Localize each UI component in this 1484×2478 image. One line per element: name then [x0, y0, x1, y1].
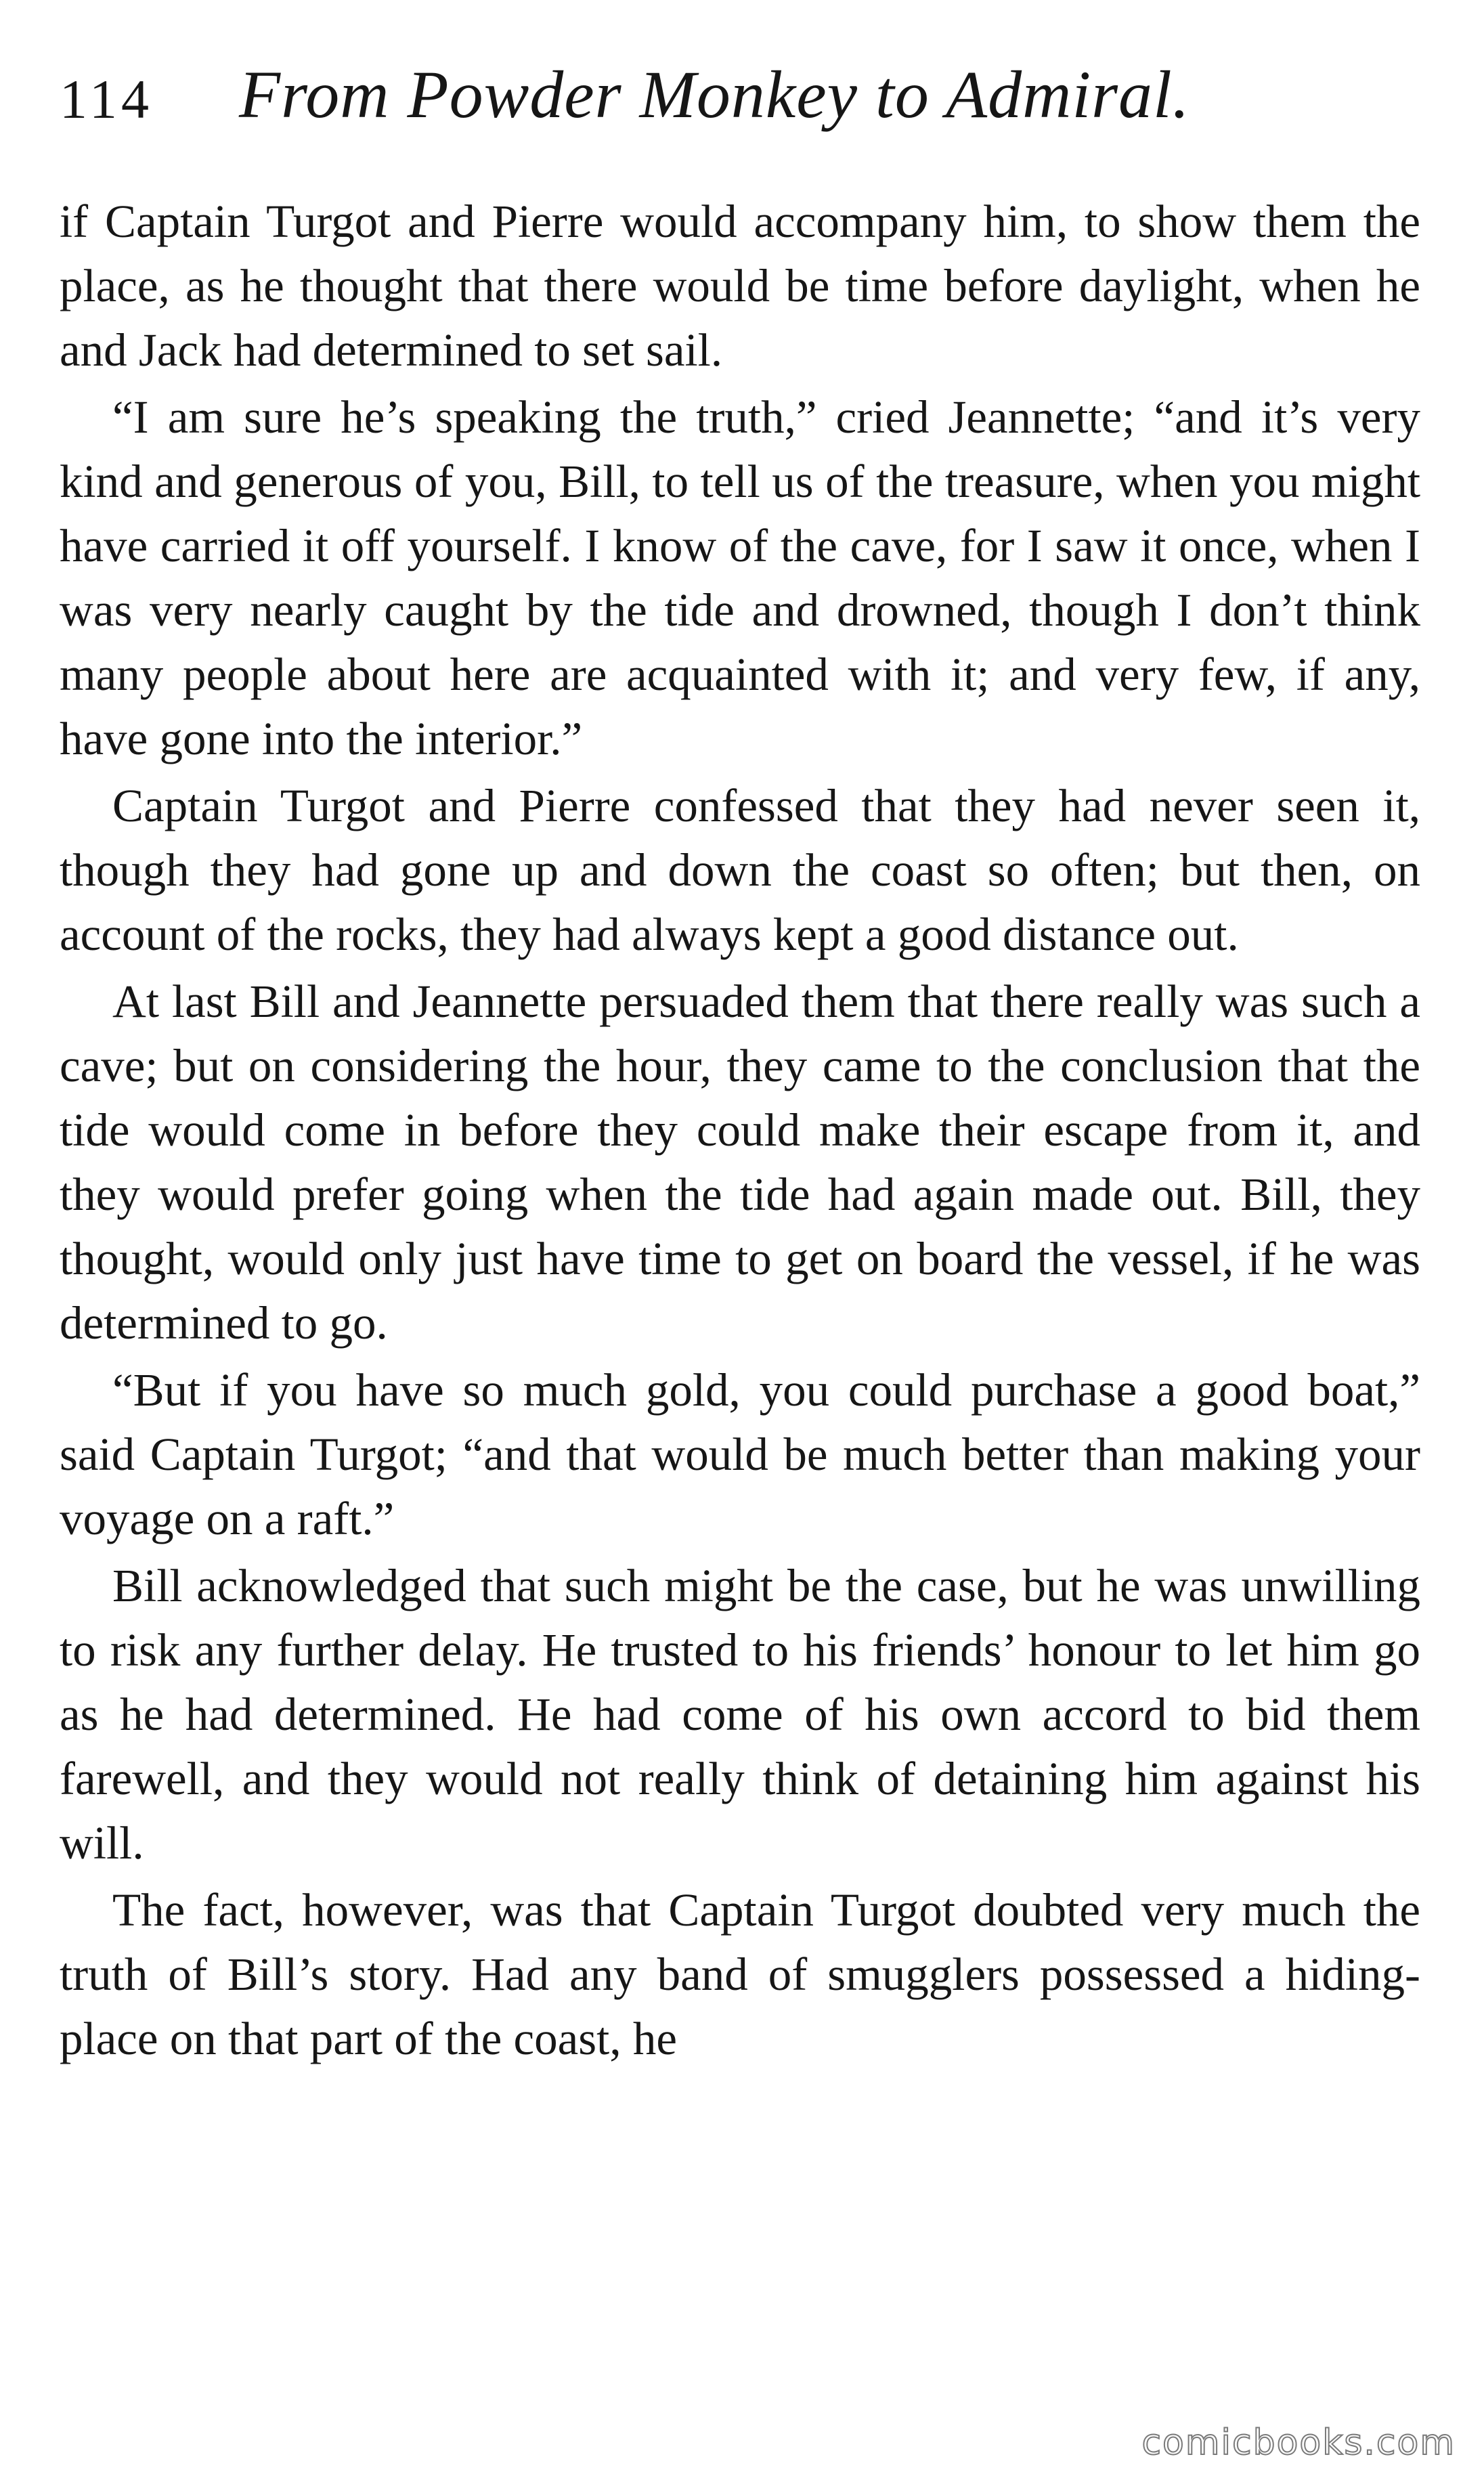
paragraph-1: if Captain Turgot and Pierre would accompany him, to show them the place, as he thought that there would be time before daylight, when he and Jack had determined to set sail.	[60, 196, 1420, 376]
watermark: comicbooks.com	[1141, 2422, 1456, 2463]
paragraph-7: The fact, however, was that Captain Turgot doubted very much the truth of Bill’s story. Had any band of smugglers possessed a hiding-place on that part of the coast, he	[60, 1884, 1420, 2064]
body-text	[60, 190, 1420, 2074]
paragraph-3: Captain Turgot and Pierre confessed that they had never seen it, though they had gone up and down the coast so often; but then, on account of the rocks, they had always kept a good distance out.	[60, 780, 1420, 960]
paragraph-5: “But if you have so much gold, you could purchase a good boat,” said Captain Turgot; “and that would be much better than making your voyage on a raft.”	[60, 1364, 1420, 1544]
book-page	[60, 0, 1420, 2478]
paragraph-4: At last Bill and Jeannette persuaded them that there really was such a cave; but on considering the hour, they came to the conclusion that the tide would come in before they could make their escape from it, and they would prefer going when the tide had again made out. Bill, they thought, would only just have time to get on board the vessel, if he was determined to go.	[60, 976, 1420, 1349]
page-number: 114	[60, 68, 153, 130]
book-title: From Powder Monkey to Admiral.	[239, 57, 1190, 132]
paragraph-6: Bill acknowledged that such might be the case, but he was unwilling to risk any further delay. He trusted to his friends’ honour to let him go as he had determined. He had come of his own accord to bid them farewell, and they would not really think of detaining him against his will.	[60, 1560, 1420, 1869]
paragraph-2: “I am sure he’s speaking the truth,” cried Jeannette; “and it’s very kind and generous of you, Bill, to tell us of the treasure, when you might have carried it off yourself. I know of the cave, for I saw it once, when I was very nearly caught by the tide and drowned, though I don’t think many people about here are acquainted with it; and very few, if any, have gone into the interior.”	[60, 391, 1420, 764]
running-head	[60, 56, 1420, 144]
